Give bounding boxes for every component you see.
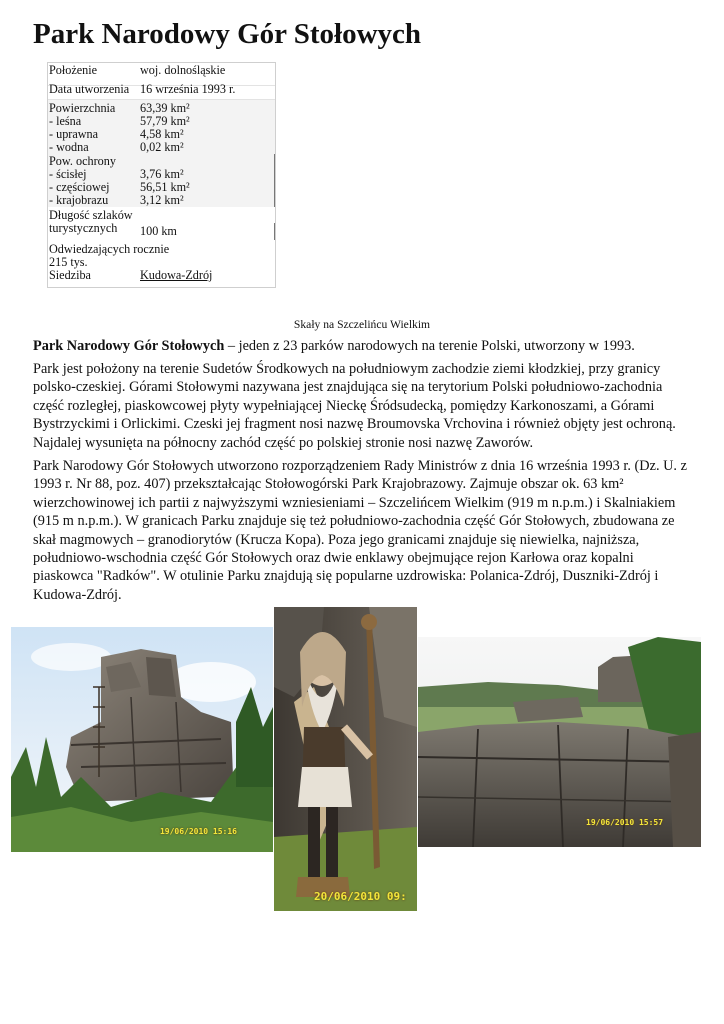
infobox-value: 3,76 km²	[140, 167, 184, 181]
infobox-value: 3,12 km²	[140, 193, 184, 207]
location-paragraph: Park jest położony na terenie Sudetów Środkowych na południowym zachodzie ziemi kłodzkiej, przy granicy polsko-czeskiej. Górami Stołowymi nazywana jest znajdująca się na terytorium Polski południowo-zachodnia część rozległej, piaskowcowej płyty wypełniającej Nieckę Śródsudecką, pomiędzy Karkonoszami, a Górami Bystrzyckimi i Orlickimi. Czeski jej fragment nosi nazwę Broumovska Vrchovina i również objęty jest ochroną. Najdalej wysunięta na północny zachód część po polskiej stronie nosi nazwę Zaworów.	[33, 361, 676, 451]
image-caption: Skały na Szczelińcu Wielkim	[293, 318, 431, 331]
rocks-photo	[11, 627, 273, 852]
infobox-divider	[48, 99, 275, 100]
infobox-value: 56,51 km²	[140, 180, 190, 194]
seat-link[interactable]: Kudowa-Zdrój	[140, 268, 213, 282]
infobox-value: 63,39 km²	[140, 101, 190, 115]
photo-date-stamp: 19/06/2010 15:16	[159, 827, 237, 836]
infobox-label: Siedziba	[49, 268, 91, 282]
infobox-label: Długość szlaków	[49, 208, 133, 222]
infobox-label: - krajobrazu	[49, 193, 109, 207]
rocks-photo-image	[11, 627, 273, 852]
plateau-photo-image	[418, 637, 701, 847]
infobox-label: - wodna	[49, 140, 89, 154]
history-paragraph: Park Narodowy Gór Stołowych utworzono rozporządzeniem Rady Ministrów z dnia 16 września 1993 r. (Dz. U. z 1993 r. Nr 88, poz. 407) przekształcając Stołowogórski Park Krajobrazowy. Zajmuje obszar ok. 63 km² wierzchowinowej ich partii z najwyższymi wzniesieniami – Szczelińcem Wielkim (919 m n.p.m.) i Skalniakiem (915 m n.p.m.). W granicach Parku znajduje się też południowo-zachodnia część Gór Stołowych, zbudowana ze skał magmowych – granodiorytów (Krucza Kopa). Poza jego granicami znajduje się niewielka, najniższa, południowo-wschodnia część Gór Stołowych oraz dwie enklawy obejmujące rejon Karłowa oraz kopalni piaskowca "Radków". W otulinie Parku znajdują się popularne uzdrowiska: Polanica-Zdrój, Duszniki-Zdrój i Kudowa-Zdrój.	[33, 458, 687, 603]
infobox-label: Położenie	[49, 63, 98, 77]
infobox-label: - częściowej	[49, 180, 110, 194]
infobox-value: 0,02 km²	[140, 140, 184, 154]
infobox-border	[274, 223, 275, 240]
infobox-value: 100 km	[140, 224, 177, 238]
infobox-label: Powierzchnia	[49, 101, 116, 115]
photo-date-stamp: 19/06/2010 15:57	[586, 818, 664, 827]
infobox-label: - ścisłej	[49, 167, 87, 181]
infobox-value: 16 września 1993 r.	[140, 82, 236, 96]
infobox-value: 4,58 km²	[140, 127, 184, 141]
infobox-label: - uprawna	[49, 127, 99, 141]
infobox-label: 215 tys.	[49, 255, 88, 269]
infobox-label: Odwiedzających rocznie	[49, 242, 170, 256]
intro-paragraph	[33, 337, 693, 355]
infobox-label: turystycznych	[49, 221, 118, 235]
photo-date-stamp: 20/06/2010 09:	[314, 890, 407, 903]
infobox-value: woj. dolnośląskie	[140, 63, 226, 77]
figure-photo	[274, 607, 417, 911]
page-title: Park Narodowy Gór Stołowych	[33, 18, 422, 50]
infobox-label: Data utworzenia	[49, 82, 130, 96]
infobox	[47, 62, 276, 288]
infobox-label: - leśna	[49, 114, 82, 128]
infobox-label: Pow. ochrony	[49, 154, 116, 168]
infobox-value: 57,79 km²	[140, 114, 190, 128]
infobox-border	[274, 154, 275, 207]
intro-text: – jeden z 23 parków narodowych na terenie Polski, utworzony w 1993.	[224, 338, 635, 354]
plateau-photo	[418, 637, 701, 847]
park-name-bold: Park Narodowy Gór Stołowych	[33, 338, 225, 354]
figure-photo-image	[274, 607, 417, 911]
